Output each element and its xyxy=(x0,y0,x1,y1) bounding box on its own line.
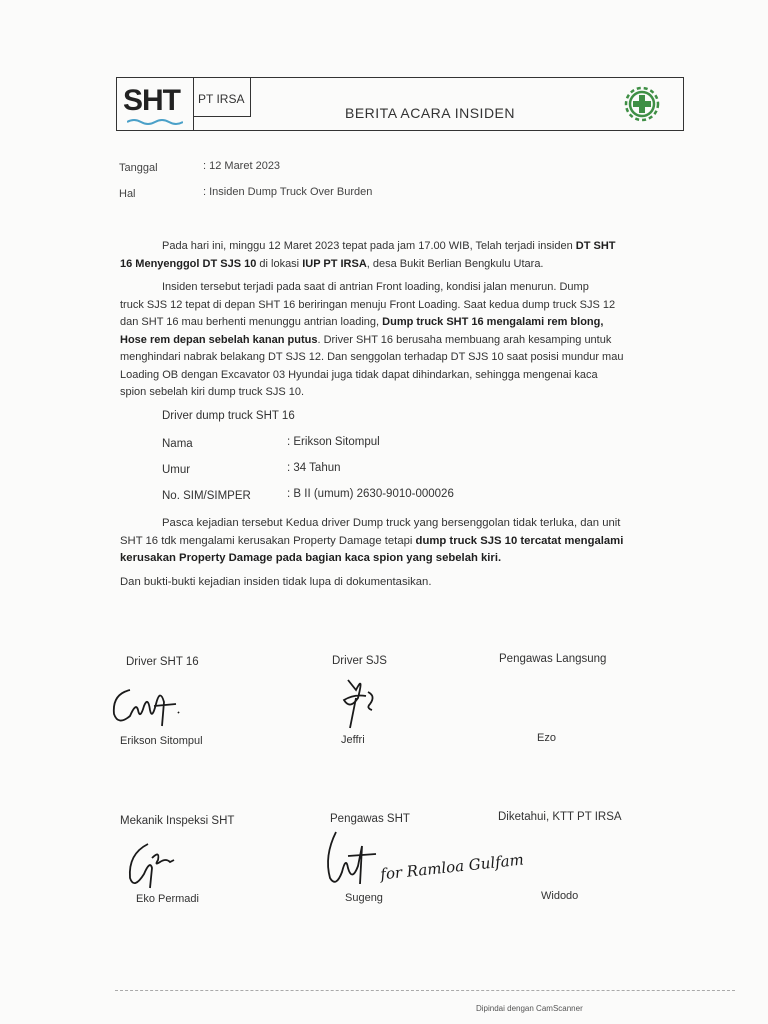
p1-bold-2: 16 Menyenggol DT SJS 10 xyxy=(120,257,257,270)
sig-name-sugeng: Sugeng xyxy=(345,892,383,904)
sig-role-mekanik: Mekanik Inspeksi SHT xyxy=(120,815,235,827)
p2-line-4a: Hose rem depan sebelah kanan putus xyxy=(120,333,318,346)
age-value: : 34 Tahun xyxy=(287,462,341,474)
subject-value: : Insiden Dump Truck Over Burden xyxy=(203,186,373,198)
company-name: PT IRSA xyxy=(198,92,245,106)
logo-wave-icon xyxy=(127,118,183,126)
p2-line-3a: dan SHT 16 mau berhenti menunggu antrian loading, xyxy=(120,316,383,328)
p2-line-2: truck SJS 12 tepat di depan SHT 16 beriringan menuju Front Loading. Saat kedua dump truck SJS 12 xyxy=(120,298,616,311)
signature-erikson-icon xyxy=(108,680,188,730)
subject-label: Hal xyxy=(119,188,136,200)
p1-text-3: , desa Bukit Berlian Bengkulu Utara. xyxy=(366,257,544,270)
scan-edge-divider xyxy=(115,990,735,991)
date-value: : 12 Maret 2023 xyxy=(203,160,281,172)
signature-sugeng-icon xyxy=(318,826,388,892)
p2-line-1: Insiden tersebut terjadi pada saat di antrian Front loading, kondisi jalan menurun. Dump xyxy=(162,281,589,293)
sig-role-pengawas-langsung: Pengawas Langsung xyxy=(499,653,607,665)
sig-name-erikson: Erikson Sitompul xyxy=(120,735,203,747)
p2-line-3b: Dump truck SHT 16 mengalami rem blong, xyxy=(382,316,604,328)
p1-text: Pada hari ini, minggu 12 Maret 2023 tepat pada jam 17.00 WIB, Telah terjadi insiden xyxy=(162,240,576,252)
p2-line-7: spion sebelah kiri dump truck SJS 10. xyxy=(120,386,305,398)
scanner-watermark: Dipindai dengan CamScanner xyxy=(476,1004,583,1013)
document-title: BERITA ACARA INSIDEN xyxy=(345,105,516,121)
sht-logo xyxy=(117,78,194,130)
name-label: Nama xyxy=(162,438,193,450)
sig-name-ezo: Ezo xyxy=(537,732,556,744)
paragraph-intro xyxy=(120,238,616,273)
sig-role-driver-sht: Driver SHT 16 xyxy=(126,656,199,668)
signature-eko-icon xyxy=(120,838,190,892)
p3-line-3: kerusakan Property Damage pada bagian kaca spion yang sebelah kiri. xyxy=(120,552,502,564)
age-label: Umur xyxy=(162,464,191,476)
sig-name-eko: Eko Permadi xyxy=(136,893,199,905)
paragraph-aftermath xyxy=(120,515,623,568)
logo-text: SHT xyxy=(123,84,180,117)
sim-value: : B II (umum) 2630-9010-000026 xyxy=(287,488,454,500)
p3-line-2a: SHT 16 tdk mengalami kerusakan Property Damage tetapi xyxy=(120,534,416,547)
sig-role-ktt: Diketahui, KTT PT IRSA xyxy=(498,811,622,823)
gear-cross-emblem-icon xyxy=(621,84,663,124)
sig-role-driver-sjs: Driver SJS xyxy=(332,655,387,667)
handwritten-for-note: for Ramloa Gulfam xyxy=(379,850,525,884)
paragraph-details xyxy=(120,279,623,402)
p3-line-2b: dump truck SJS 10 tercatat mengalami xyxy=(415,534,624,547)
date-label: Tanggal xyxy=(119,162,158,174)
company-cell xyxy=(193,78,251,117)
p1-text-2: di lokasi xyxy=(256,257,303,270)
paragraph-documentation: Dan bukti-bukti kejadian insiden tidak lupa di dokumentasikan. xyxy=(120,576,432,588)
p2-line-6: Loading OB dengan Excavator 03 Hyundai juga tidak dapat dihindarkan, sehingga mengenai kaca xyxy=(120,368,598,381)
sig-role-pengawas-sht: Pengawas SHT xyxy=(330,813,410,825)
driver-heading: Driver dump truck SHT 16 xyxy=(162,410,295,422)
p3-line-1: Pasca kejadian tersebut Kedua driver Dump truck yang bersenggolan tidak terluka, dan unit xyxy=(162,517,621,529)
document-header xyxy=(116,77,684,131)
p2-line-4b: . Driver SHT 16 berusaha membuang arah kesamping untuk xyxy=(317,333,612,346)
sig-name-widodo: Widodo xyxy=(541,890,579,902)
p1-bold: DT SHT xyxy=(575,240,616,252)
name-value: : Erikson Sitompul xyxy=(287,436,380,448)
signature-jeffri-icon xyxy=(336,672,396,732)
p1-bold-3: IUP PT IRSA xyxy=(302,257,367,270)
sig-name-jeffri: Jeffri xyxy=(341,734,365,746)
p2-line-5: menghindari nabrak belakang DT SJS 12. Dan senggolan terhadap DT SJS 10 saat posisi mundur mau xyxy=(120,351,624,363)
sim-label: No. SIM/SIMPER xyxy=(162,490,251,502)
